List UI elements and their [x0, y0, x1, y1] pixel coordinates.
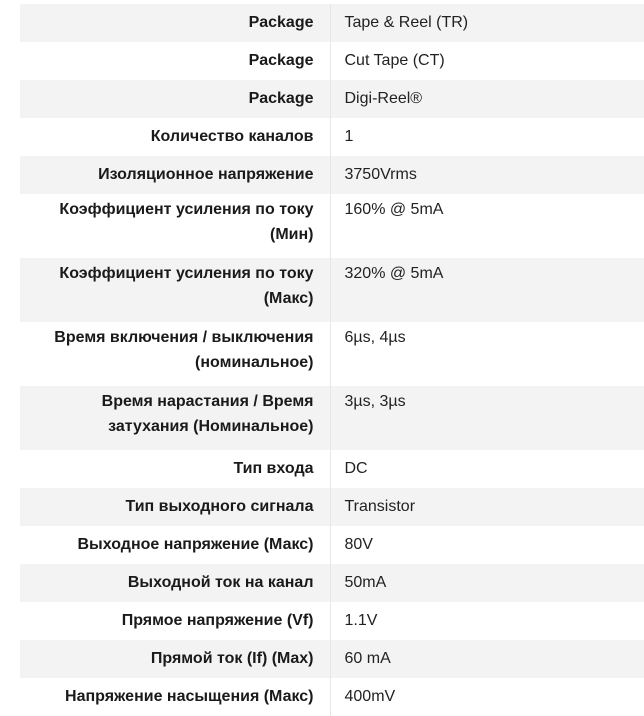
table-row	[20, 80, 644, 118]
spec-label: Выходной ток на канал	[20, 564, 330, 602]
spec-value: 1	[344, 128, 354, 145]
spec-value: 1.1V	[344, 612, 378, 629]
spec-label: Количество каналов	[20, 118, 330, 156]
spec-value: 400mV	[344, 688, 396, 705]
spec-label: Время нарастания / Время затухания (Номинальное)	[20, 386, 330, 450]
spec-label: Package	[20, 4, 330, 42]
spec-value: DC	[344, 460, 368, 477]
spec-value: 320% @ 5mA	[330, 258, 644, 322]
spec-value: 50mA	[330, 564, 644, 602]
spec-value: 3750Vrms	[330, 156, 644, 194]
spec-label: Коэффициент усиления по току (Макс)	[20, 258, 330, 322]
table-row	[20, 322, 644, 386]
table-row	[20, 488, 644, 526]
table-row	[20, 4, 644, 42]
spec-label: Package	[20, 80, 330, 118]
table-row	[20, 564, 644, 602]
spec-value: Tape & Reel (TR)	[330, 4, 644, 42]
table-row	[20, 156, 644, 194]
table-row	[20, 118, 644, 156]
spec-value: Cut Tape (CT)	[344, 52, 445, 69]
table-row	[20, 258, 644, 322]
table-row	[20, 526, 644, 564]
spec-label: Прямой ток (If) (Max)	[20, 640, 330, 678]
spec-value: 60 mA	[330, 640, 644, 678]
spec-label: Тип входа	[20, 450, 330, 488]
spec-label: Тип выходного сигнала	[20, 488, 330, 526]
spec-label: Изоляционное напряжение	[20, 156, 330, 194]
spec-value: 6µs, 4µs	[344, 329, 406, 346]
spec-label: Выходное напряжение (Макс)	[20, 526, 330, 564]
spec-label: Прямое напряжение (Vf)	[20, 602, 330, 640]
spec-value: 3µs, 3µs	[330, 386, 644, 450]
spec-value: Transistor	[330, 488, 644, 526]
spec-label: Коэффициент усиления по току (Мин)	[20, 194, 330, 258]
spec-table	[20, 4, 644, 716]
table-row	[20, 194, 644, 258]
table-row	[20, 678, 644, 716]
table-row	[20, 640, 644, 678]
table-row	[20, 42, 644, 80]
table-row	[20, 450, 644, 488]
spec-label: Напряжение насыщения (Макс)	[20, 678, 330, 716]
spec-label: Время включения / выключения (номинальное)	[20, 322, 330, 386]
table-row	[20, 602, 644, 640]
spec-value: 80V	[344, 536, 373, 553]
spec-value: 160% @ 5mA	[344, 201, 444, 218]
spec-label: Package	[20, 42, 330, 80]
table-row	[20, 386, 644, 450]
spec-value: Digi-Reel®	[330, 80, 644, 118]
